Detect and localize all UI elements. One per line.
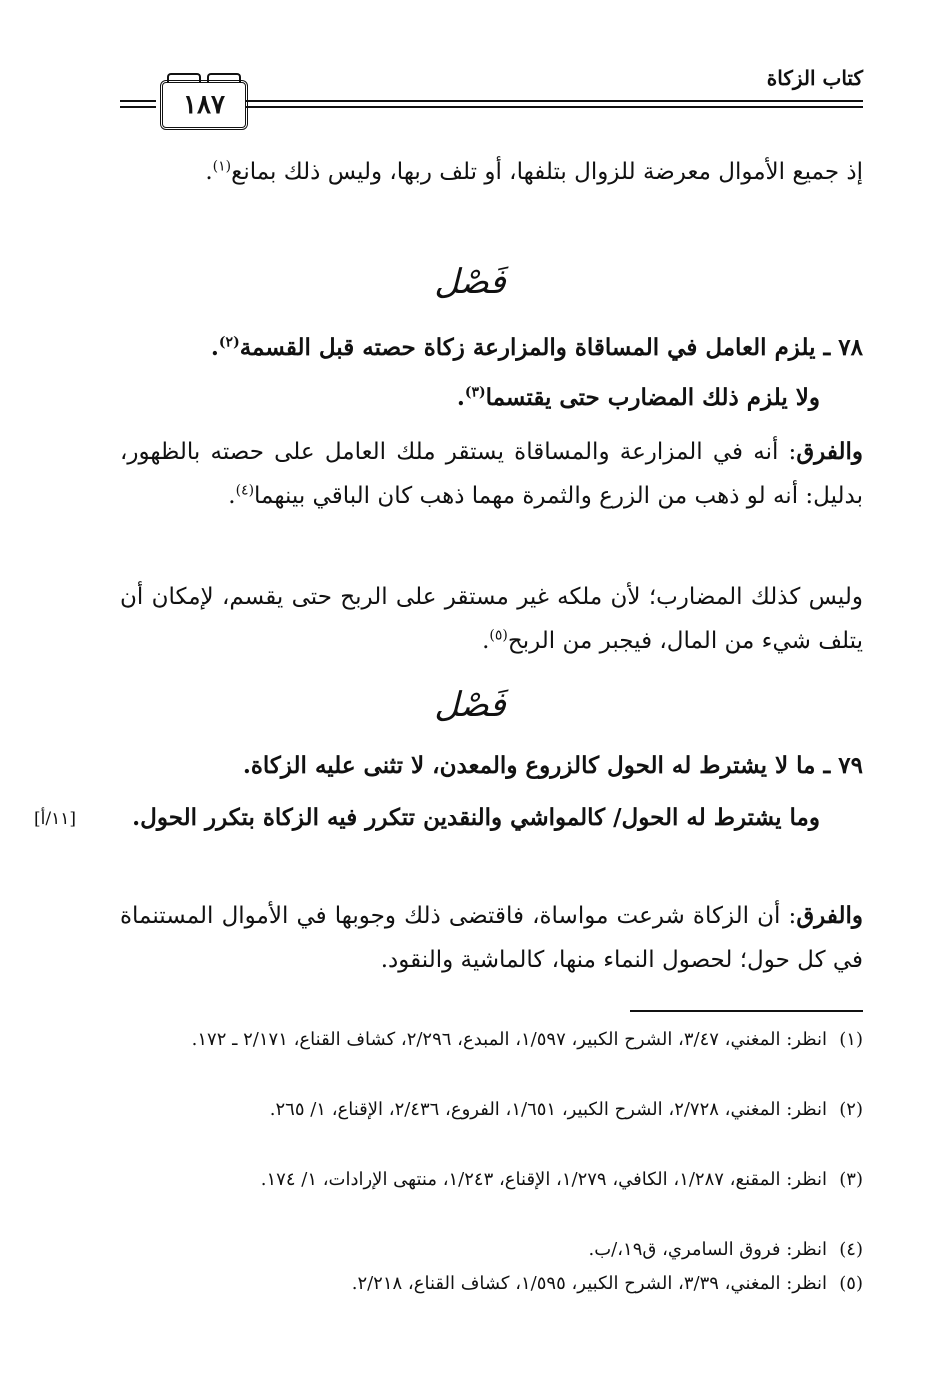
footnote-ref-5: (٥) bbox=[489, 627, 508, 644]
manuscript-folio-note: [١١/أ] bbox=[34, 809, 76, 829]
rule-78-b-end: . bbox=[456, 384, 465, 411]
page-number: ١٨٧ bbox=[160, 80, 248, 130]
footnote-1 bbox=[120, 1024, 863, 1056]
footnote-text: انظر: المقنع، ١/٢٨٧، الكافي، ١/٢٧٩، الإقناع، ١/٢٤٣، منتهى الإرادات، ١/ ١٧٤. bbox=[260, 1169, 827, 1190]
rule-78-number: ٧٨ ـ bbox=[823, 334, 863, 361]
rule-78-b bbox=[120, 376, 820, 420]
footnote-number: (٢) bbox=[839, 1099, 863, 1120]
footnote-number: (٥) bbox=[839, 1273, 863, 1294]
difference-text-1: : أنه في المزارعة والمساقاة يستقر ملك العامل على حصته بالظهور، بدليل: أنه لو ذهب من الزرع والثمرة مهما ذهب كان الباقي بينهما bbox=[120, 439, 863, 509]
rule-79-b bbox=[120, 796, 820, 840]
rule-79 bbox=[120, 744, 863, 788]
header-rule-right bbox=[246, 100, 863, 108]
footnote-ref-1: (١) bbox=[212, 158, 232, 175]
footnote-5 bbox=[120, 1268, 863, 1300]
rule-78-end: . bbox=[210, 334, 219, 361]
rule-79-text: ما لا يشترط له الحول كالزروع والمعدن، لا تثنى عليه الزكاة. bbox=[242, 752, 816, 779]
intro-text: إذ جميع الأموال معرضة للزوال بتلفها، أو تلف ربها، وليس ذلك بمانع bbox=[231, 159, 863, 185]
rule-78 bbox=[120, 326, 863, 370]
footnote-number: (١) bbox=[839, 1029, 863, 1050]
difference-paragraph-2 bbox=[120, 894, 863, 982]
running-head: كتاب الزكاة bbox=[766, 66, 863, 90]
difference-end-1: . bbox=[228, 483, 236, 509]
intro-end: . bbox=[205, 159, 213, 185]
intro-paragraph bbox=[120, 150, 863, 194]
footnote-ref-2: (٢) bbox=[218, 334, 240, 351]
section-title-1: فَصْل bbox=[434, 262, 506, 302]
mudarib-end: . bbox=[482, 628, 490, 654]
footnote-text: انظر: المغني، ٢/٧٢٨، الشرح الكبير، ١/٦٥١، الفروع، ٢/٤٣٦، الإقناع، ١/ ٢٦٥. bbox=[269, 1099, 827, 1120]
header-rule-left bbox=[120, 100, 156, 108]
rule-78-text: يلزم العامل في المساقاة والمزارعة زكاة حصته قبل القسمة bbox=[239, 334, 816, 361]
rule-79-b-text: وما يشترط له الحول/ كالمواشي والنقدين تتكرر فيه الزكاة بتكرر الحول. bbox=[132, 804, 820, 831]
footnote-text: انظر: المغني، ٣/٤٧، الشرح الكبير، ١/٥٩٧، المبدع، ٢/٢٩٦، كشاف القناع، ٢/١٧١ ـ ١٧٢. bbox=[191, 1029, 827, 1050]
footnote-text: انظر: المغني، ٣/٣٩، الشرح الكبير، ١/٥٩٥، كشاف القناع، ٢/٢١٨. bbox=[351, 1273, 827, 1294]
footnote-number: (٣) bbox=[839, 1169, 863, 1190]
mudarib-text: وليس كذلك المضارب؛ لأن ملكه غير مستقر على الربح حتى يقسم، لإمكان أن يتلف شيء من المال، فيجبر من الربح bbox=[120, 584, 863, 654]
footnote-separator bbox=[630, 1010, 863, 1012]
difference-paragraph-1 bbox=[120, 430, 863, 518]
footnote-ref-4: (٤) bbox=[235, 482, 255, 499]
difference-label-1: والفرق bbox=[796, 438, 863, 465]
difference-label-2: والفرق bbox=[796, 902, 863, 929]
footnote-text: انظر: فروق السامري، ق١٩،/ب. bbox=[588, 1239, 827, 1260]
footnote-number: (٤) bbox=[839, 1239, 863, 1260]
difference-text-2: : أن الزكاة شرعت مواساة، فاقتضى ذلك وجوبها في الأموال المستنماة في كل حول؛ لحصول النماء منها، كالماشية والنقود. bbox=[120, 903, 863, 973]
footnote-ref-3: (٣) bbox=[464, 384, 486, 401]
footnote-3 bbox=[120, 1164, 863, 1196]
mudarib-paragraph bbox=[120, 575, 863, 663]
footnote-4 bbox=[120, 1234, 863, 1266]
rule-79-number: ٧٩ ـ bbox=[823, 752, 863, 779]
section-title-2: فَصْل bbox=[434, 685, 506, 725]
footnote-2 bbox=[120, 1094, 863, 1126]
rule-78-b-text: ولا يلزم ذلك المضارب حتى يقتسما bbox=[485, 384, 820, 411]
